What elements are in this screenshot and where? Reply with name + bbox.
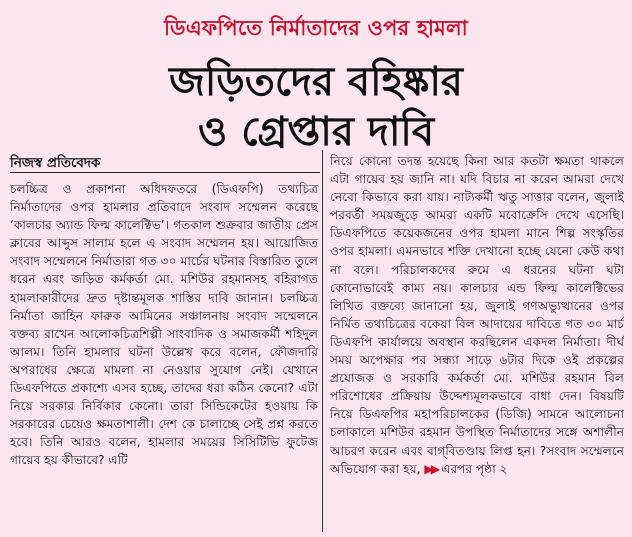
right-column-text: নিয়ে কোনো তদন্ত হয়েছে কিনা আর কতটা ক্ষমতা থাকলে এটা গায়েব হয় জানি না। যদি বিচার না করেন আমরা দেখে নেবো কিভাবে করা যায়। নাট্যকর্মী ঋতু সাত্তার বলেন, জুলাই পরবর্তী সময়জুড়ে আমরা একটি মবোক্রেসি দেখে এসেছি। ডিএফপিতে কয়েকজনের ওপর হামলা মানে শিল্প সংস্কৃতির ওপর হামলা। এমনভাবে শক্তি দেখানো হচ্ছে যেনো কেউ কথা না বলে। পরিচালকদের রুমে এ ধরনের ঘটনা ঘটা কোনোভাবেই কাম্য নয়। কালচার এন্ড ফিল্ম কালেক্টিভের লিখিত বক্তব্যে জানানো হয়, জুলাই গণঅভ্যুত্থানের ওপর নির্মিত তথ্যচিত্রের বকেয়া বিল আদায়ের দাবিতে গত ৩০ মার্চ ডিএফপি কার্যালয়ে অবস্থান করছিলেন একদল নির্মাতা। দীর্ঘ সময় অপেক্ষার পর সন্ধ্যা সাড়ে ৬টার দিকে ওই প্রকল্পের প্রযোজক ও সরকারি কর্মকর্তা মো. মশিউর রহমান বিল পরিশোধের প্রক্রিয়ায় উদ্দেশ্যমূলকভাবে বাধা দেন। বিষয়টি নিয়ে ডিএফপির মহাপরিচালকের (ডিজি) সামনে আলোচনা চলাকালে মশিউর রহমান উপস্থিত নির্মাতাদের সঙ্গে অশালীন আচরণ করেন এবং বাগ্‌বিতণ্ডায় লিপ্ত হন। ?সংবাদ সম্মেলনে অভিযোগ করা হয়, (330, 154, 624, 476)
left-column-body: চলচ্চিত্র ও প্রকাশনা অধিদফতরে (ডিএফপি) তথ্যচিত্র নির্মাতাদের ওপর হামলার প্রতিবাদে সংবাদ সম্মেলন করেছে ‘কালচার অ্যান্ড ফিল্ম কালেক্টিভ’। গতকাল শুক্রবার জাতীয় প্রেস ক্লাবের আব্দুস সালাম হলে এ সংবাদ সম্মেলন হয়। আয়োজিত সংবাদ সম্মেলনে নির্মাতারা গত ৩০ মার্চের ঘটনার বিস্তারিত তুলে ধরেন এবং জড়িত কর্মকর্তা মো. মশিউর রহমানসহ বহিরাগত হামলাকারীদের দ্রুত দৃষ্টান্তমূলক শাস্তির দাবি জানান। চলচ্চিত্র নির্মাতা জাহিন ফারুক আমিনের সঞ্চালনায় সংবাদ সম্মেলনে বক্তব্য রাখেন আলোকচিত্রশিল্পী সাংবাদিক ও সমাজকর্মী শহিদুল আলম। তিনি হামলার ঘটনা উল্লেখ করে বলেন, ফৌজদারি অপরাধের ক্ষেত্রে মামলা না নেওয়ার সুযোগ নেই। যেখানে ডিএফপিতে প্রকাশ্যে এসব হচ্ছে, তাদের ধরা কঠিন কেনো? এটা নিয়ে সরকার নির্বিকার কেনো। তারা সিন্ডিকেটের হওয়ায় কি সরকারের চেয়েও ক্ষমতাশালী। দেশ কে চালাচ্ছে সেই প্রশ্ন করতে হবে। তিনি আরও বলেন, হামলার সময়ের সিসিটিভি ফুটেজ গায়েব হয় কীভাবে? এটি (10, 182, 318, 468)
kicker-headline: ডিএফপিতে নির্মাতাদের ওপর হামলা (164, 16, 468, 40)
article-column-left (10, 180, 318, 530)
right-column-body (330, 152, 624, 478)
jump-label: এরপর পৃষ্ঠা ২ (441, 461, 508, 476)
byline-divider (10, 172, 320, 173)
article-column-right (330, 152, 624, 532)
column-divider (322, 150, 323, 532)
continued-on-link[interactable] (424, 462, 507, 476)
headline-line-1: জড়িতদের বহিষ্কার (169, 59, 463, 105)
double-arrow-right-icon: ▶▶ (424, 461, 438, 476)
byline: নিজস্ব প্রতিবেদক (10, 155, 101, 171)
headline-line-2: ও গ্রেপ্তার দাবি (197, 109, 435, 155)
